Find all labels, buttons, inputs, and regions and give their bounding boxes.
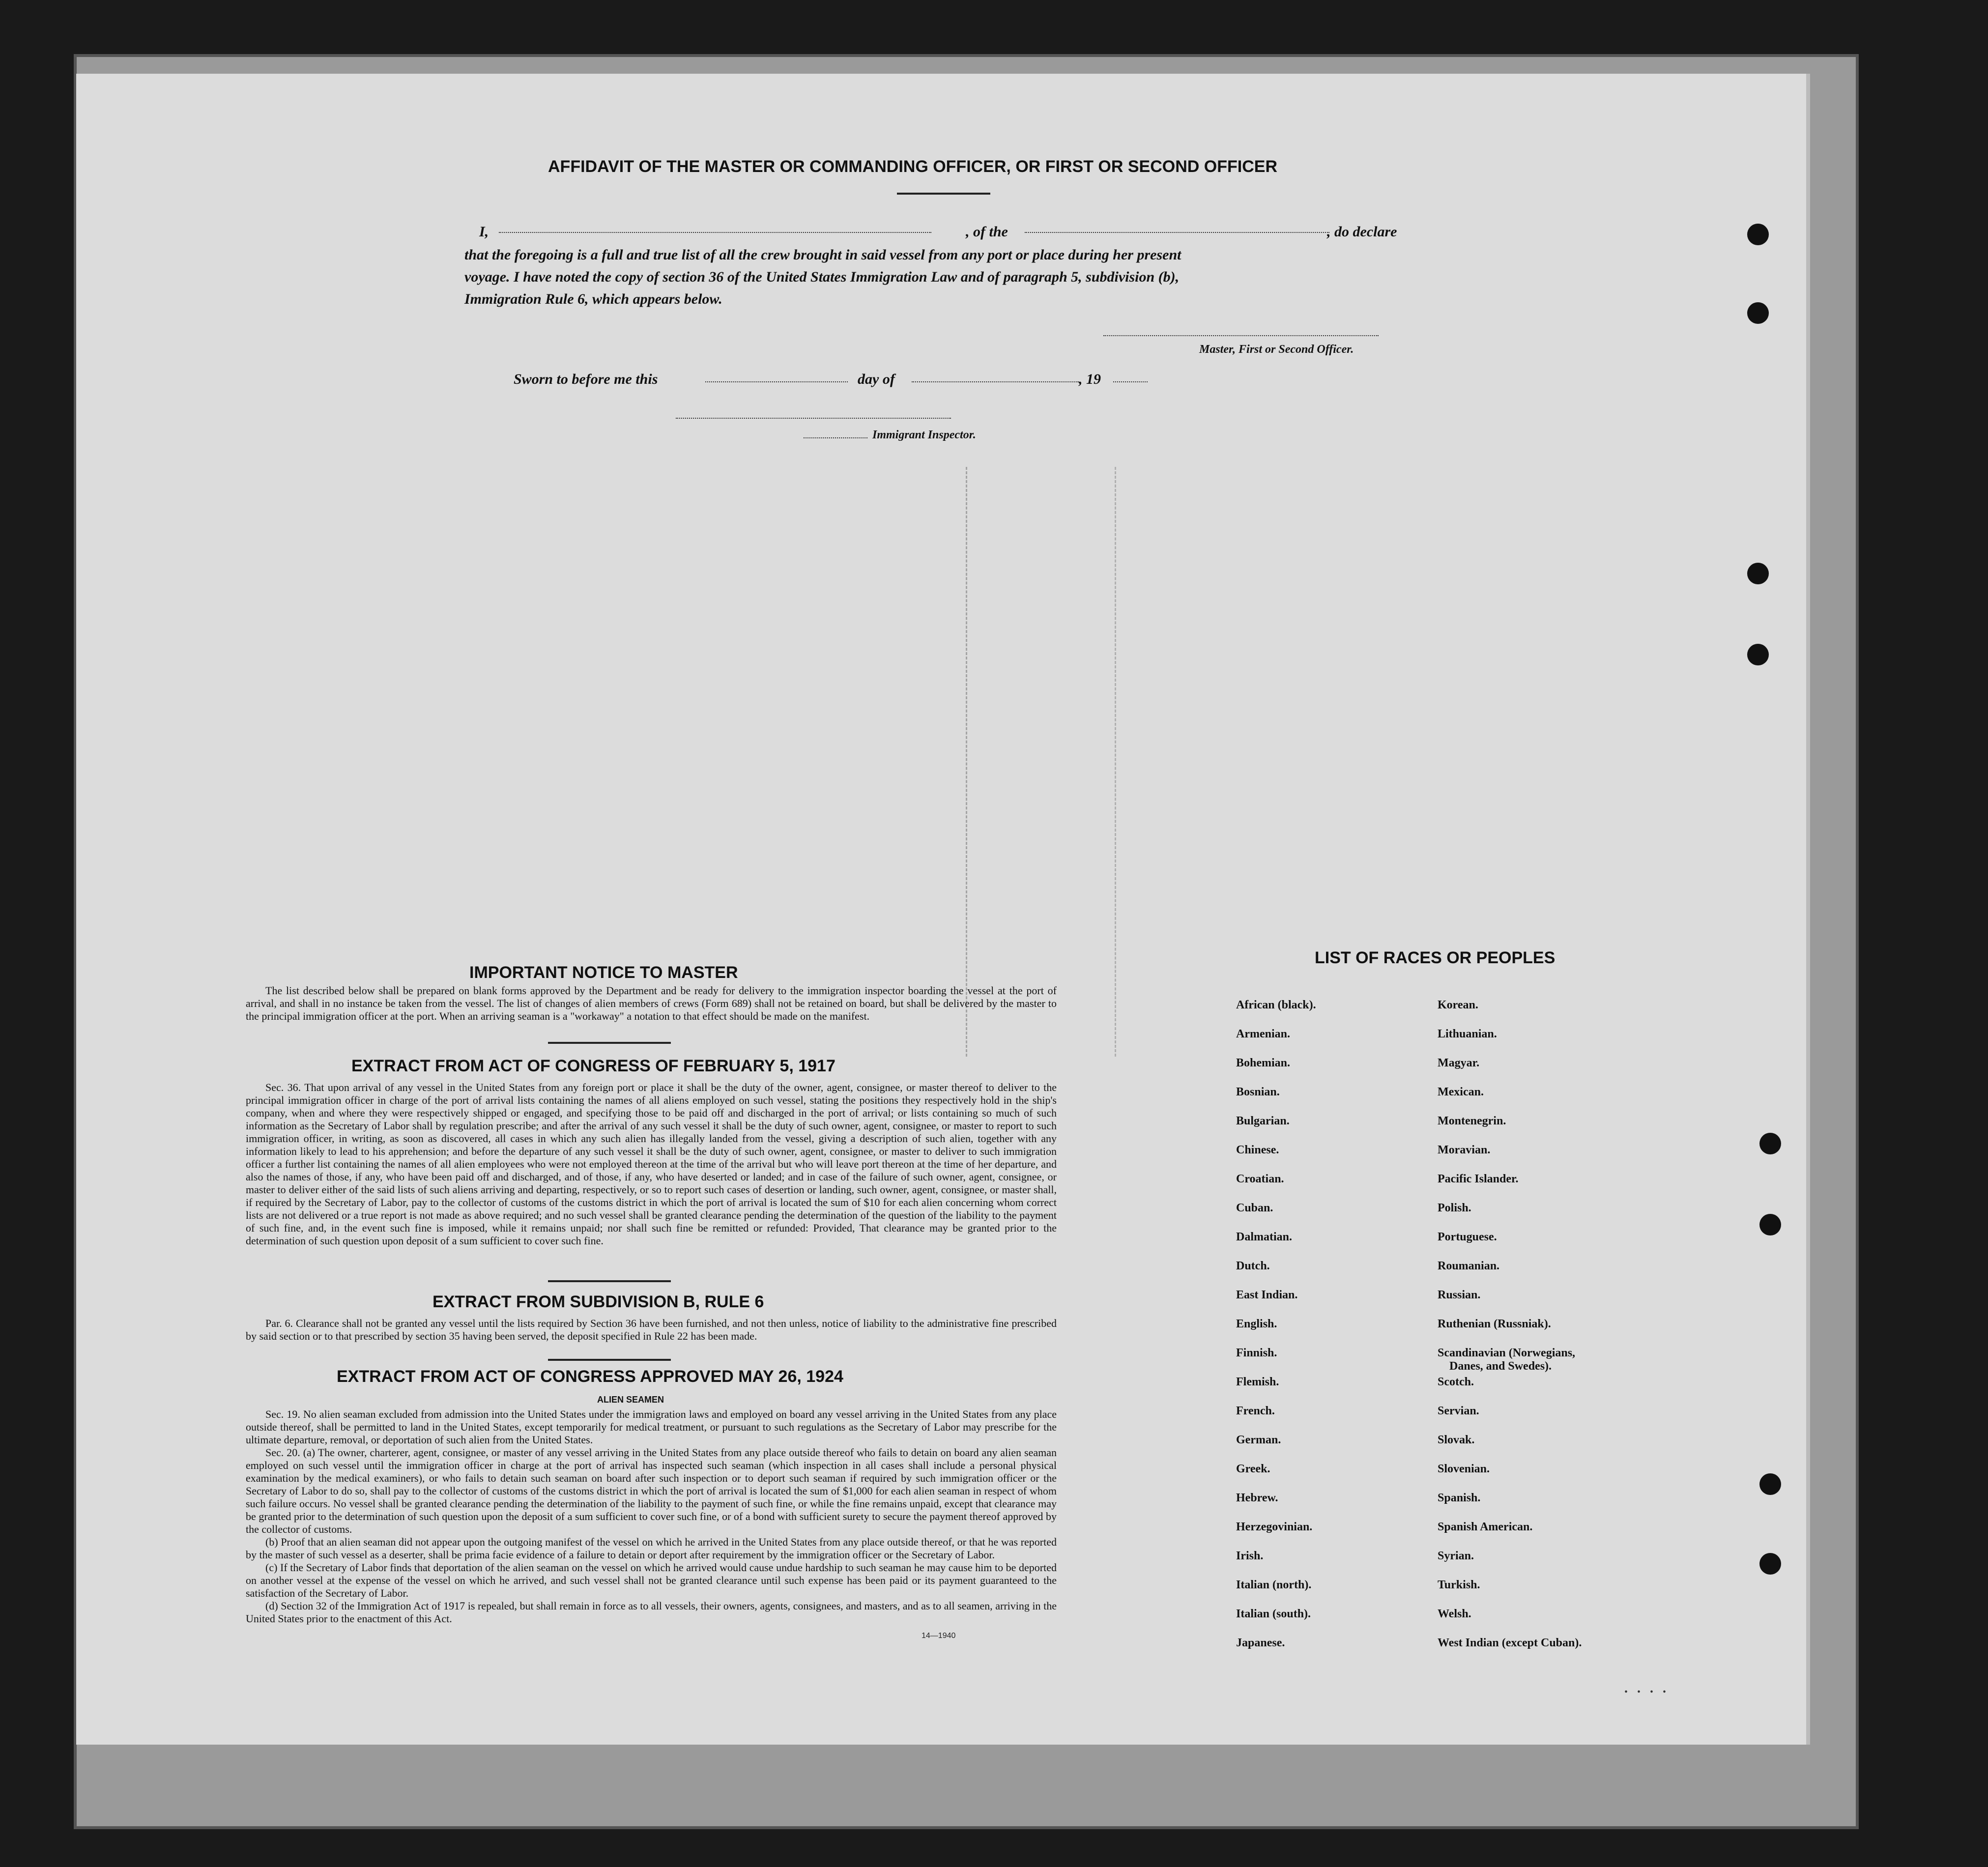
race-item: Irish. bbox=[1236, 1550, 1264, 1562]
affidavit-line-2: that the foregoing is a full and true list of all the crew brought in said vessel from any port or place during her present bbox=[464, 247, 1181, 263]
extract-1917-title: EXTRACT FROM ACT OF CONGRESS OF FEBRUARY 5, 1917 bbox=[351, 1057, 836, 1075]
punch-hole bbox=[1747, 224, 1769, 245]
sec-20a-text: Sec. 20. (a) The owner, charterer, agent, consignee, or master of any vessel arriving in the United States from any place outside thereof who fails to detain on board any alien seaman employed on such vessel until the immigration officer in charge at the port of arrival has inspected such seaman (which inspection in all cases shall include a personal physical examination by the medical examiners), or who fails to detain such seaman on board after such inspection or to deport such seaman if required by such immigration officer or the Secretary of Labor to do so, shall pay to the collector of customs of the customs district in which the port of arrival is located the sum of $1,000 for each alien seaman in respect of whom such failure occurs. No vessel shall be granted clearance pending the determination of the liability to the payment of such fine, or while the fine remains unpaid, except that clearance may be granted prior to the determination of such question upon the deposit of a sum sufficient to cover such fine, or of a bond with sufficient surety to secure the payment thereof approved by the collector of customs. bbox=[246, 1446, 1057, 1535]
race-item: Italian (north). bbox=[1236, 1579, 1312, 1591]
sec-20d-text: (d) Section 32 of the Immigration Act of 1917 is repealed, but shall remain in force as to all vessels, their owners, agents, consignees, and masters, and as to all seamen, arriving in the United States prior to the enactment of this Act. bbox=[246, 1600, 1057, 1625]
race-item: Scandinavian (Norwegians, Danes, and Swedes). bbox=[1438, 1347, 1576, 1373]
master-signature-line bbox=[1103, 335, 1379, 336]
notice-body bbox=[246, 984, 1057, 1023]
year-label: , 19 bbox=[1079, 371, 1101, 387]
sworn-month-blank bbox=[912, 381, 1079, 382]
race-item: Hebrew. bbox=[1236, 1492, 1278, 1504]
divider bbox=[897, 193, 990, 195]
race-item: Cuban. bbox=[1236, 1202, 1273, 1214]
race-item: English. bbox=[1236, 1318, 1277, 1330]
race-item: Portuguese. bbox=[1438, 1231, 1497, 1243]
race-item: East Indian. bbox=[1236, 1289, 1298, 1301]
sec-36-text: Sec. 36. That upon arrival of any vessel in the United States from any foreign port or place it shall be the duty of the owner, agent, consignee, or master thereof to deliver to the principal immigration officer in charge of the port of arrival lists containing the names of all aliens employed on such vessel, stating the positions they respectively hold in the ship's company, when and where they were respectively shipped or engaged, and specifying those to be paid off and discharged in the port of arrival; or lists containing so much of such information as the Secretary of Labor shall by regulation prescribe; and after the arrival of any such vessel it shall be the duty of such owner, agent, consignee, or master to report to such immigration officer, in writing, as soon as discovered, all cases in which any such alien has illegally landed from the vessel, giving a description of such alien, together with any information likely to lead to his apprehension; and before the departure of any such vessel it shall be the duty of such owner, agent, consignee, or master to deliver to such immigration officer a further list containing the names of all alien employees who were not employed thereon at the time of the arrival but who will leave port thereon at the time of her departure, and also the names of those, if any, who have been paid off and discharged, and of those, if any, who have deserted or landed; and in case of the failure of such owner, agent, consignee, or master to deliver either of the said lists of such aliens arriving and departing, respectively, or so to report such cases of desertion or landing, such owner, agent, consignee, or master shall, if required by the Secretary of Labor, pay to the collector of customs of the customs district in which the port of arrival is located the sum of $10 for each alien concerning whom correct lists are not delivered or a true report is not made as above required; and no such vessel shall be granted clearance pending the determination of the question of the liability to the payment of such fine, and, in the event such fine is imposed, while it remains unpaid; nor shall such fine be remitted or refunded: Provided, That clearance may be granted prior to the determination of such question upon deposit of a sum sufficient to cover such fine. bbox=[246, 1081, 1057, 1247]
divider bbox=[548, 1280, 671, 1282]
race-item: Spanish. bbox=[1438, 1492, 1481, 1504]
extract-1924-title: EXTRACT FROM ACT OF CONGRESS APPROVED MAY 26, 1924 bbox=[337, 1367, 843, 1386]
race-item: Japanese. bbox=[1236, 1637, 1285, 1649]
affidavit-declare: , do declare bbox=[1327, 224, 1397, 240]
affidavit-of-the: , of the bbox=[966, 224, 1008, 240]
punch-hole bbox=[1747, 644, 1769, 665]
inspector-dots bbox=[804, 437, 867, 438]
race-item: Dutch. bbox=[1236, 1260, 1270, 1272]
punch-hole bbox=[1759, 1214, 1781, 1235]
race-item: Greek. bbox=[1236, 1463, 1270, 1475]
race-item: German. bbox=[1236, 1434, 1281, 1446]
race-item: Polish. bbox=[1438, 1202, 1471, 1214]
master-signature-label: Master, First or Second Officer. bbox=[1199, 343, 1354, 356]
notice-title: IMPORTANT NOTICE TO MASTER bbox=[469, 963, 738, 982]
race-item: Slovak. bbox=[1438, 1434, 1475, 1446]
punch-hole bbox=[1759, 1473, 1781, 1495]
affidavit-line-4: Immigration Rule 6, which appears below. bbox=[464, 291, 722, 307]
sec-20b-text: (b) Proof that an alien seaman did not appear upon the outgoing manifest of the vessel on which he arrived in the United States from any place outside thereof, or that he was reported by the master of such vessel as a deserter, shall be prima facie evidence of a failure to detain or deport after requirement by the immigration officer or the Secretary of Labor. bbox=[246, 1536, 1057, 1561]
race-item: Russian. bbox=[1438, 1289, 1481, 1301]
document-page bbox=[76, 74, 1810, 1745]
race-item: Bosnian. bbox=[1236, 1086, 1280, 1098]
vessel-blank bbox=[1025, 221, 1329, 233]
punch-hole bbox=[1747, 302, 1769, 324]
punch-hole bbox=[1759, 1553, 1781, 1575]
races-title: LIST OF RACES OR PEOPLES bbox=[1315, 948, 1556, 967]
race-item: Bohemian. bbox=[1236, 1057, 1291, 1069]
race-item: Syrian. bbox=[1438, 1550, 1474, 1562]
races-right-column bbox=[1438, 999, 1582, 1666]
extract-1917-body bbox=[246, 1081, 1057, 1247]
race-item: Turkish. bbox=[1438, 1579, 1480, 1591]
rule-6-body bbox=[246, 1317, 1057, 1343]
race-item: Herzegovinian. bbox=[1236, 1521, 1313, 1533]
races-list bbox=[1236, 999, 1678, 1677]
sec-20c-text: (c) If the Secretary of Labor finds that deportation of the alien seaman on the vessel on which he arrived would cause undue hardship to such seaman he may cause him to be deported on another vessel at the expense of the vessel on which he arrived, and such vessel shall not be granted clearance until such expense has been paid or its payment guaranteed to the satisfaction of the Secretary of Labor. bbox=[246, 1561, 1057, 1599]
affidavit-title: AFFIDAVIT OF THE MASTER OR COMMANDING OFFICER, OR FIRST OR SECOND OFFICER bbox=[548, 157, 1277, 176]
race-item: Korean. bbox=[1438, 999, 1478, 1011]
divider bbox=[548, 1359, 671, 1361]
sec-19-text: Sec. 19. No alien seaman excluded from admission into the United States under the immigration laws and employed on board any vessel arriving in the United States from any place outside thereof, shall be permitted to land in the United States, except temporarily for medical treatment, or pursuant to such regulations as the Secretary of Labor may prescribe for the ultimate departure, removal, or deportation of such alien from the United States. bbox=[246, 1408, 1057, 1446]
race-item: African (black). bbox=[1236, 999, 1316, 1011]
race-item: Croatian. bbox=[1236, 1173, 1284, 1185]
race-item: Mexican. bbox=[1438, 1086, 1484, 1098]
race-item: Slovenian. bbox=[1438, 1463, 1490, 1475]
race-item: Roumanian. bbox=[1438, 1260, 1500, 1272]
sworn-label: Sworn to before me this bbox=[514, 371, 658, 387]
race-item: Scotch. bbox=[1438, 1376, 1474, 1388]
race-item: Flemish. bbox=[1236, 1376, 1279, 1388]
sworn-year-blank bbox=[1113, 381, 1148, 382]
races-left-column bbox=[1236, 999, 1316, 1666]
alien-seamen-subtitle: ALIEN SEAMEN bbox=[597, 1395, 664, 1405]
inspector-signature-line bbox=[676, 418, 951, 419]
race-item: Servian. bbox=[1438, 1405, 1479, 1417]
race-item: Bulgarian. bbox=[1236, 1115, 1290, 1127]
dotted-mark: . . . . bbox=[1624, 1681, 1669, 1696]
notice-text: The list described below shall be prepared on blank forms approved by the Department and be ready for delivery to the immigration inspector boarding the vessel at the port of arrival, and shall in no instance be taken from the vessel. The list of changes of alien members of crews (Form 689) shall not be retained on board, but shall be delivered by the master to the principal immigration officer at the port. When an arriving seaman is a "workaway" a notation to that effect should be made on the manifest. bbox=[246, 984, 1057, 1022]
par-6-text: Par. 6. Clearance shall not be granted any vessel until the lists required by Section 36 have been furnished, and not then unless, notice of liability to the administrative fine prescribed by said section or to that prescribed by section 35 having been served, the deposit specified in Rule 22 has been made. bbox=[246, 1317, 1057, 1342]
race-item: Welsh. bbox=[1438, 1608, 1471, 1620]
race-item: Montenegrin. bbox=[1438, 1115, 1506, 1127]
race-item: Moravian. bbox=[1438, 1144, 1491, 1156]
sworn-day-blank bbox=[705, 381, 848, 382]
day-of-label: day of bbox=[858, 371, 895, 387]
race-item: Finnish. bbox=[1236, 1347, 1277, 1359]
affidavit-line-3: voyage. I have noted the copy of section 36 of the United States Immigration Law and of paragraph 5, subdivision (b), bbox=[464, 269, 1180, 285]
rule-6-title: EXTRACT FROM SUBDIVISION B, RULE 6 bbox=[432, 1293, 764, 1311]
race-item: Spanish American. bbox=[1438, 1521, 1533, 1533]
punch-hole bbox=[1759, 1133, 1781, 1154]
divider bbox=[548, 1042, 671, 1044]
affidavit-i: I, bbox=[479, 224, 489, 240]
race-item: Magyar. bbox=[1438, 1057, 1480, 1069]
name-blank bbox=[499, 221, 931, 233]
extract-1924-body bbox=[246, 1408, 1057, 1625]
race-item: Ruthenian (Russniak). bbox=[1438, 1318, 1551, 1330]
inspector-label: Immigrant Inspector. bbox=[872, 429, 976, 441]
form-number: 14—1940 bbox=[922, 1632, 956, 1640]
column-ticks bbox=[966, 467, 1116, 1057]
race-item: Armenian. bbox=[1236, 1028, 1290, 1040]
race-item: West Indian (except Cuban). bbox=[1438, 1637, 1582, 1649]
race-item: Italian (south). bbox=[1236, 1608, 1311, 1620]
race-item: Lithuanian. bbox=[1438, 1028, 1497, 1040]
race-item: Pacific Islander. bbox=[1438, 1173, 1519, 1185]
race-item: Chinese. bbox=[1236, 1144, 1279, 1156]
race-item: Dalmatian. bbox=[1236, 1231, 1292, 1243]
punch-hole bbox=[1747, 563, 1769, 584]
race-item: French. bbox=[1236, 1405, 1275, 1417]
